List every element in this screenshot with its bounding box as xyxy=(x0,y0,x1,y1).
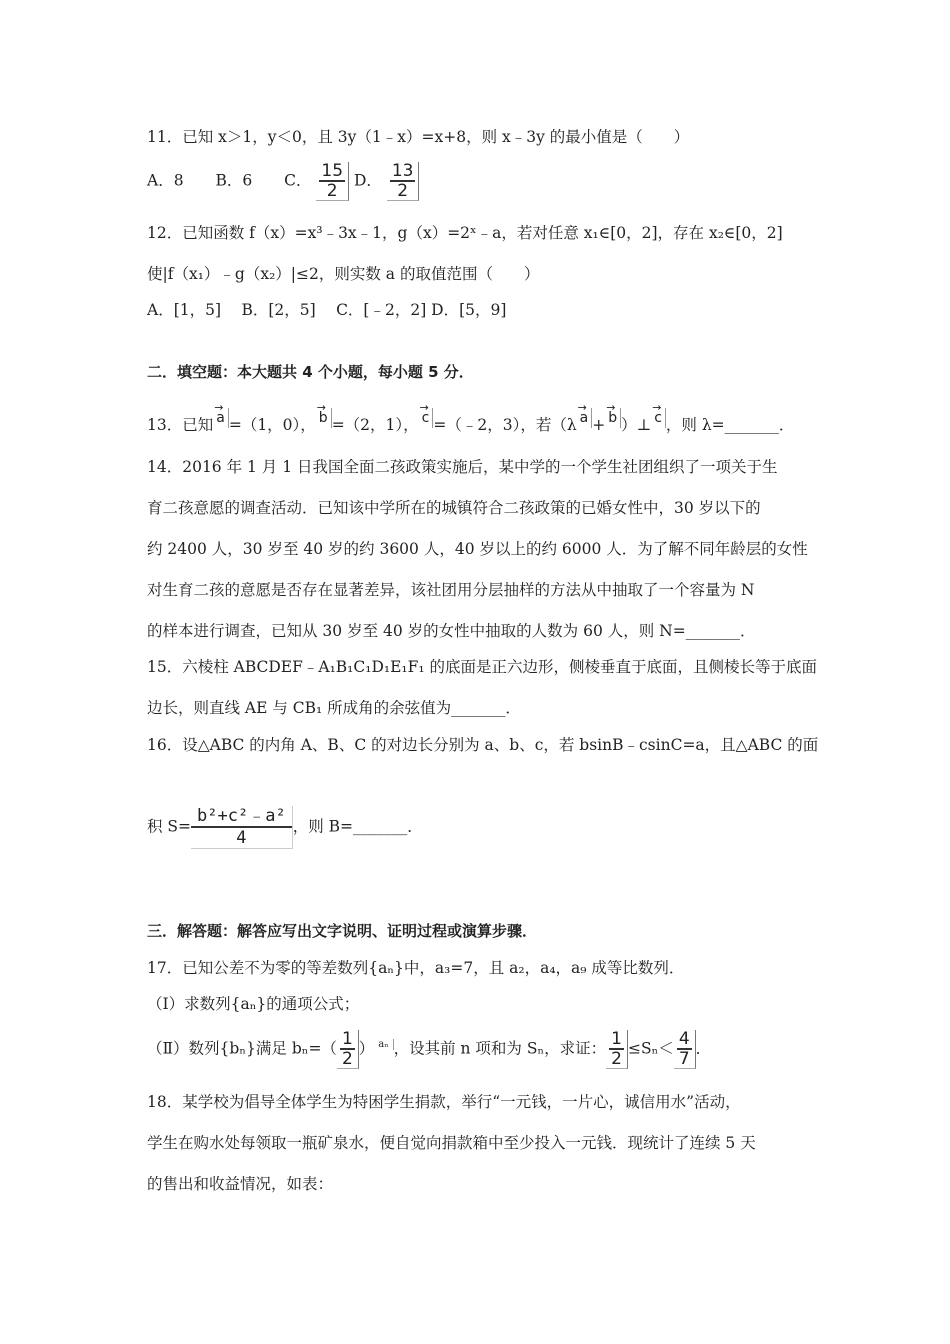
q11-option-a: A．8 xyxy=(147,171,184,190)
q11-option-d-fraction: $\frac{13}{2}$ xyxy=(387,162,420,201)
q14-line2: 育二孩意愿的调查活动．已知该中学所在的城镇符合二孩政策的已婚女性中，30 岁以下的 xyxy=(147,499,761,517)
vector-a: → a xyxy=(213,408,229,428)
q17-upper-bound-fraction: $\frac{4}{7}$ xyxy=(674,1030,696,1069)
q14-line4: 对生育二孩的意愿是否存在显著差异，该社团用分层抽样的方法从中抽取了一个容量为 N xyxy=(147,581,755,599)
q16-area-label: 积 S= xyxy=(147,817,192,836)
q11-option-d: D． xyxy=(353,171,382,190)
q17-half-fraction: $\frac{1}{2}$ xyxy=(337,1030,359,1069)
q11-options xyxy=(147,162,419,201)
q11-option-b: B．6 xyxy=(215,171,253,190)
q12-line1: 12．已知函数 f（x）=x³﹣3x﹣1，g（x）=2ˣ﹣a，若对任意 x₁∈[0，2]，存在 x₂∈[0，2] xyxy=(147,224,783,242)
q17-lower-bound-fraction: $\frac{1}{2}$ xyxy=(606,1030,628,1069)
vector-b-2: → b xyxy=(605,408,621,428)
q14-line5: 的样本进行调查，已知从 30 岁至 40 岁的女性中抽取的人数为 60 人，则 N=_______． xyxy=(147,622,756,640)
q15-line1: 15．六棱柱 ABCDEF﹣A₁B₁C₁D₁E₁F₁ 的底面是正六边形，侧棱垂直于底面，且侧棱长等于底面 xyxy=(147,658,818,676)
q11-option-c: C． xyxy=(284,171,312,190)
q12-line2: 使|f（x₁）﹣g（x₂）|≤2，则实数 a 的取值范围（ ） xyxy=(147,265,540,283)
section-2-heading: 二．填空题：本大题共 4 个小题，每小题 5 分． xyxy=(147,363,474,381)
q13-text-4: =（﹣2，3），若（λ xyxy=(433,416,577,434)
q13-text-2: =（1，0）， xyxy=(228,416,316,434)
vector-c-2: → c xyxy=(651,408,666,428)
q17-exponent: aₙ xyxy=(374,1039,393,1050)
q13-plus: + xyxy=(592,416,606,434)
vector-a-2: → a xyxy=(577,408,593,428)
q13-text-3: =（2，1）， xyxy=(331,416,419,434)
q17-line2: （Ⅰ）求数列{aₙ}的通项公式； xyxy=(147,995,360,1013)
q15-line2: 边长，则直线 AE 与 CB₁ 所成角的余弦值为_______． xyxy=(147,699,521,717)
q13-text-6: ，则 λ=_______． xyxy=(665,416,795,434)
q14-line3: 约 2400 人，30 岁至 40 岁的约 3600 人，40 岁以上的约 6000 人．为了解不同年龄层的女性 xyxy=(147,540,808,558)
q12-options: A．[1，5] B．[2，5] C．[﹣2，2] D．[5，9] xyxy=(147,301,507,319)
q16-area-fraction: $\frac{\text{b²+c²﹣a²}}{4}$ xyxy=(191,806,293,849)
q11-option-c-fraction: $\frac{15}{2}$ xyxy=(316,162,349,201)
q18-line2: 学生在购水处每领取一瓶矿泉水，便自觉向捐款箱中至少投入一元钱．现统计了连续 5 天 xyxy=(147,1134,756,1152)
vector-b: → b xyxy=(316,408,332,428)
q16-answer-blank: ，则 B=_______． xyxy=(292,817,423,836)
q17-line1: 17．已知公差不为零的等差数列{aₙ}中，a₃=7，且 a₂，a₄，a₉ 成等比数列． xyxy=(147,959,685,977)
q16-line1: 16．设△ABC 的内角 A、B、C 的对边长分别为 a、b、c，若 bsinB﹣csinC=a，且△ABC 的面 xyxy=(147,736,819,754)
q14-line1: 14．2016 年 1 月 1 日我国全面二孩政策实施后，某中学的一个学生社团组织了一项关于生 xyxy=(147,458,778,476)
q13-text-5: ）⊥ xyxy=(621,416,652,434)
q18-line1: 18．某学校为倡导全体学生为特困学生捐款，举行“一元钱，一片心，诚信用水”活动， xyxy=(147,1093,741,1111)
vector-c: → c xyxy=(419,408,434,428)
q13 xyxy=(147,401,795,435)
q13-text-1: 13．已知 xyxy=(147,416,214,434)
q16-line2 xyxy=(147,806,423,849)
q18-line3: 的售出和收益情况，如表： xyxy=(147,1175,334,1193)
q11-stem: 11．已知 x＞1，y＜0，且 3y（1﹣x）=x+8，则 x﹣3y 的最小值是（ ） xyxy=(147,128,690,146)
q17-line3: （Ⅱ）数列{bₙ}满足 bₙ=（ $\frac{1}{2}$ ） $^{a_n}$ ，设其前 n 项和为 Sₙ，求证： $\frac{1}{2}$ ≤Sₙ＜ $\frac{4}{7}$ ． xyxy=(147,1029,712,1069)
section-3-heading: 三．解答题：解答应写出文字说明、证明过程或演算步骤． xyxy=(147,922,538,940)
